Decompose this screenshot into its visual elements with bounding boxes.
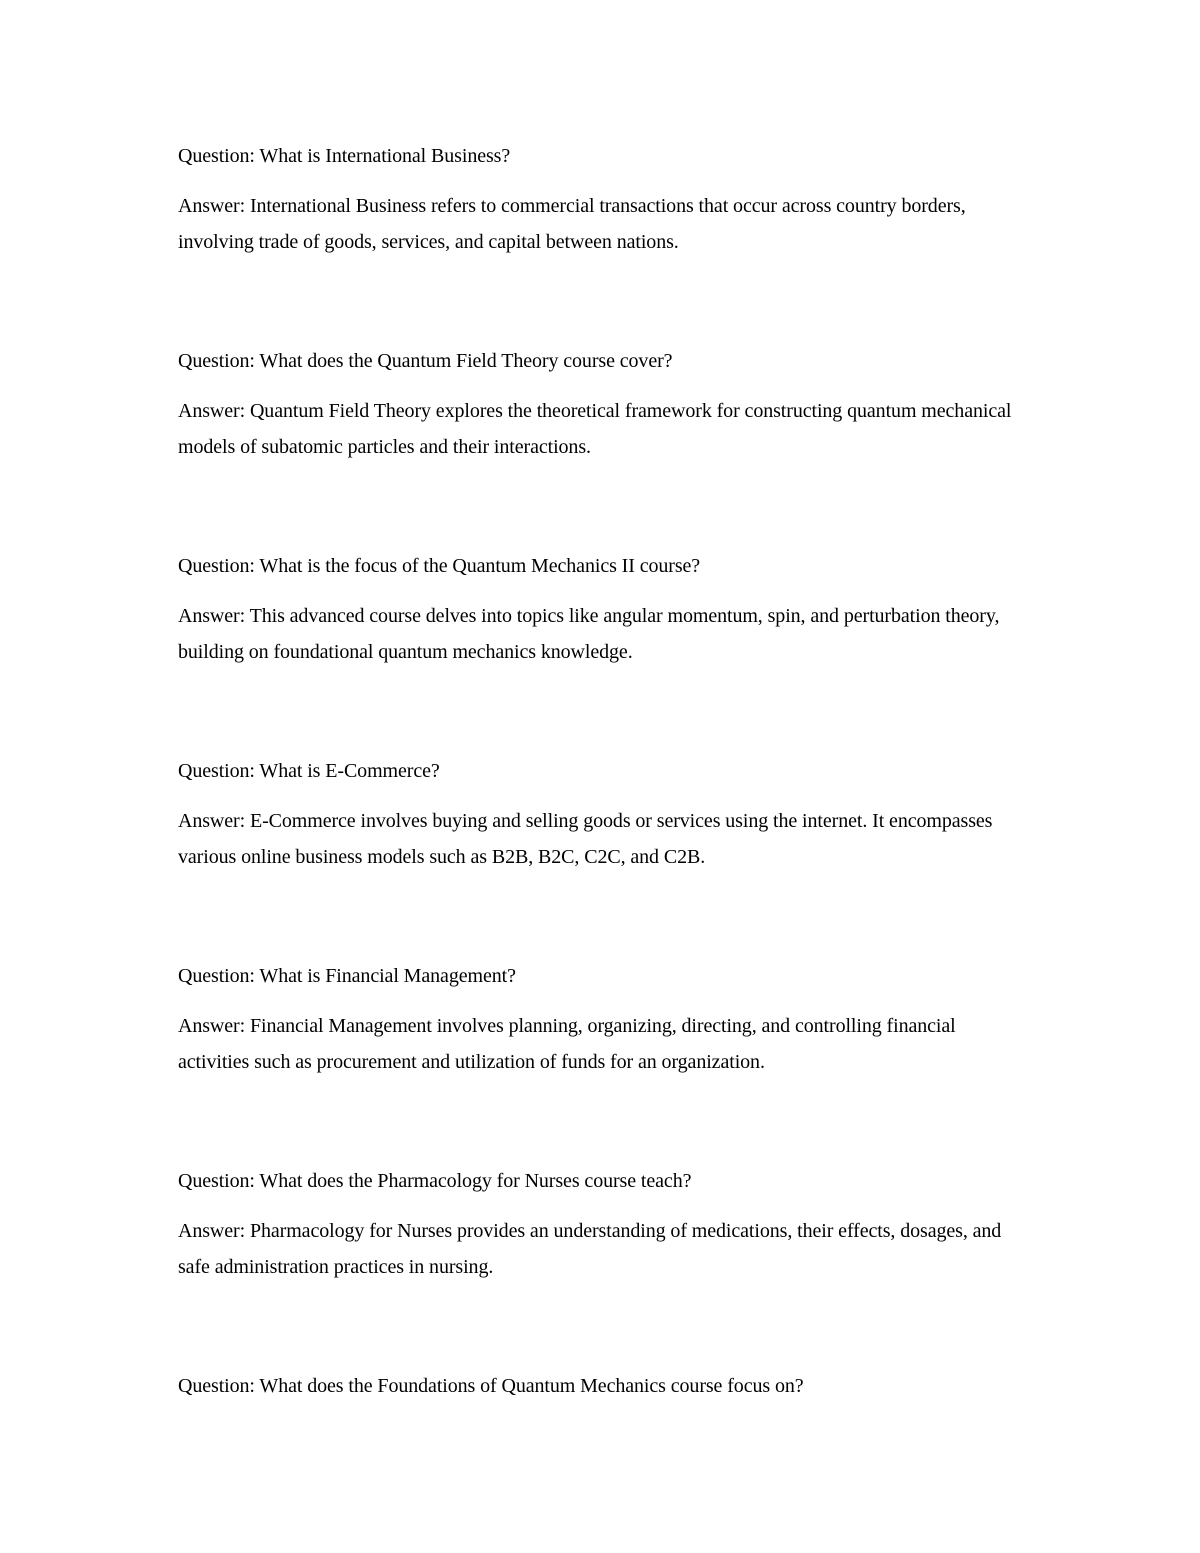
question-text: Question: What is E-Commerce? xyxy=(178,760,440,782)
answer-text: Answer: Financial Management involves planning, organizing, directing, and controlling financial activities such as procurement and utilization of funds for an organization. xyxy=(178,1015,956,1073)
qa-block xyxy=(178,958,1030,1080)
question-text: Question: What does the Pharmacology for Nurses course teach? xyxy=(178,1170,692,1192)
question-text: Question: What is Financial Management? xyxy=(178,965,516,987)
answer-text: Answer: Pharmacology for Nurses provides an understanding of medications, their effects, dosages, and safe administration practices in nursing. xyxy=(178,1220,1002,1278)
answer-text: Answer: International Business refers to commercial transactions that occur across country borders, involving trade of goods, services, and capital between nations. xyxy=(178,195,966,253)
qa-block xyxy=(178,753,1030,875)
answer-text: Answer: Quantum Field Theory explores the theoretical framework for constructing quantum mechanical models of subatomic particles and their interactions. xyxy=(178,400,1012,458)
question-text: Question: What does the Quantum Field Theory course cover? xyxy=(178,350,673,372)
qa-block xyxy=(178,138,1030,260)
qa-block xyxy=(178,548,1030,670)
qa-block xyxy=(178,343,1030,465)
answer-text: Answer: This advanced course delves into topics like angular momentum, spin, and perturbation theory, building on foundational quantum mechanics knowledge. xyxy=(178,605,1000,663)
question-text: Question: What does the Foundations of Quantum Mechanics course focus on? xyxy=(178,1375,804,1397)
qa-block xyxy=(178,1368,1030,1404)
qa-block xyxy=(178,1163,1030,1285)
question-text: Question: What is International Business? xyxy=(178,145,511,167)
question-text: Question: What is the focus of the Quantum Mechanics II course? xyxy=(178,555,701,577)
answer-text: Answer: E-Commerce involves buying and selling goods or services using the internet. It encompasses various online business models such as B2B, B2C, C2C, and C2B. xyxy=(178,810,993,868)
